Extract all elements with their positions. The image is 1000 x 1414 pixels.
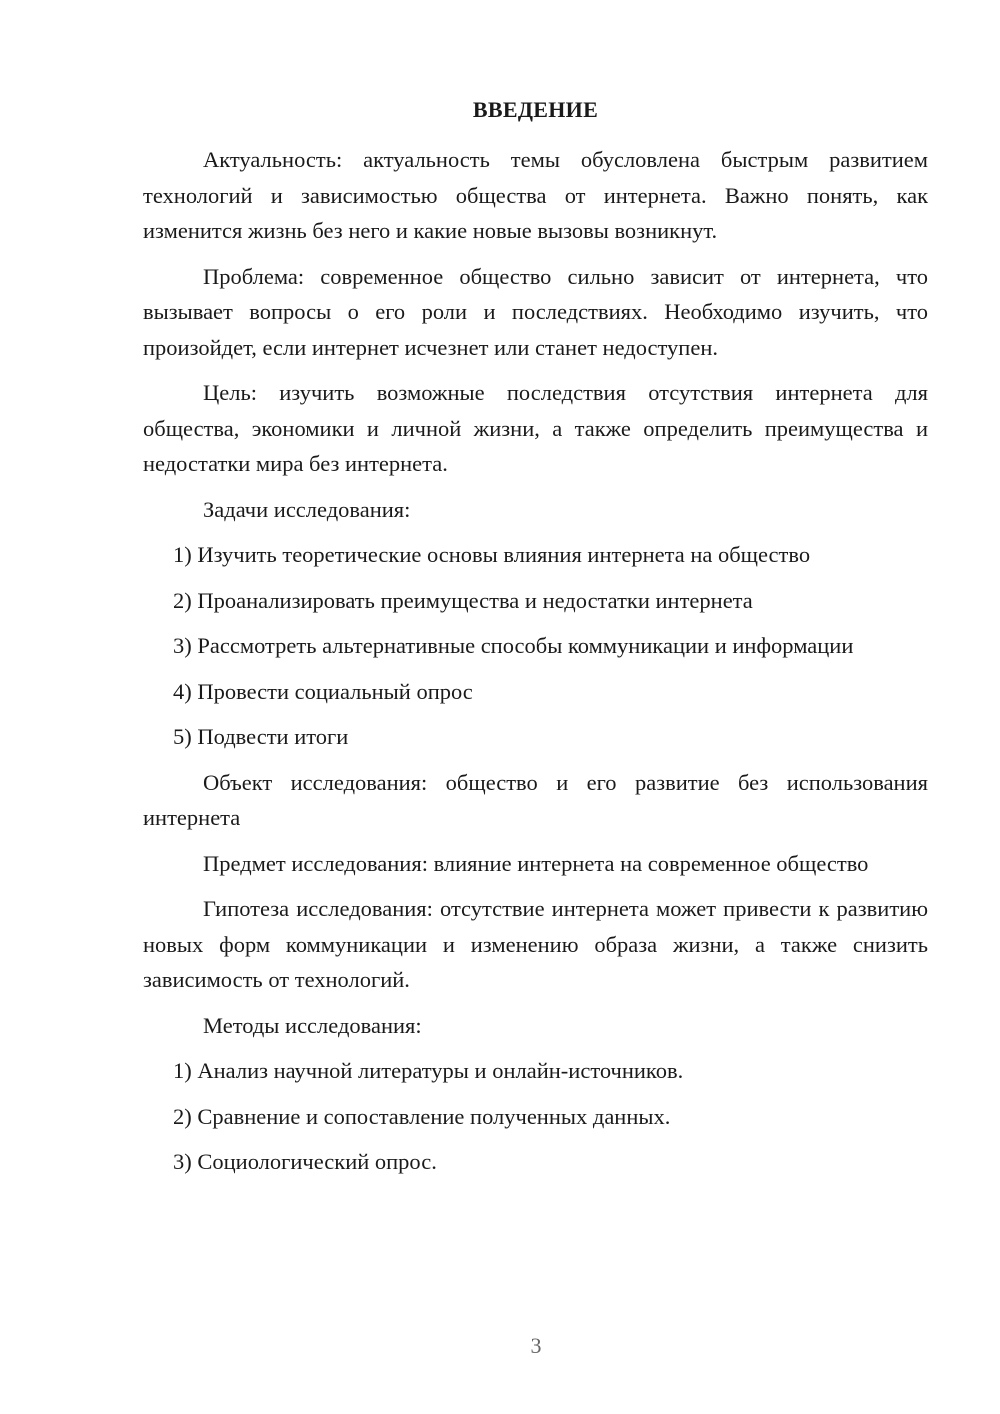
paragraph-relevance: Актуальность: актуальность темы обусловлена быстрым развитием технологий и зависимостью общества от интернета. Важно понять, как изменится жизнь без него и какие новые вызовы возникнут.	[143, 147, 928, 243]
method-item-3: 3) Социологический опрос.	[173, 1149, 437, 1174]
section-title: ВВЕДЕНИЕ	[472, 97, 599, 122]
paragraph-object: Объект исследования: общество и его развитие без использования интернета	[143, 769, 928, 830]
document-page	[143, 92, 928, 1190]
task-item-1: 1) Изучить теоретические основы влияния интернета на общество	[173, 542, 811, 567]
method-item-2: 2) Сравнение и сопоставление полученных данных.	[173, 1103, 671, 1129]
task-item-5: 5) Подвести итоги	[173, 724, 349, 749]
paragraph-hypothesis: Гипотеза исследования: отсутствие интернета может привести к развитию новых форм коммуникации и изменению образа жизни, а также снизить зависимость от технологий.	[143, 896, 928, 992]
method-item-1: 1) Анализ научной литературы и онлайн-источников.	[173, 1058, 684, 1083]
task-item-4: 4) Провести социальный опрос	[173, 678, 473, 704]
tasks-heading: Задачи исследования:	[203, 496, 411, 522]
paragraph-goal: Цель: изучить возможные последствия отсутствия интернета для общества, экономики и личной жизни, а также определить преимущества и недостатки мира без интернета.	[143, 380, 928, 476]
task-item-3: 3) Рассмотреть альтернативные способы коммуникации и информации	[173, 633, 854, 658]
page-number: 3	[530, 1333, 542, 1358]
paragraph-subject: Предмет исследования: влияние интернета на современное общество	[203, 850, 869, 876]
task-item-2: 2) Проанализировать преимущества и недостатки интернета	[173, 587, 753, 613]
methods-heading: Методы исследования:	[203, 1012, 422, 1038]
paragraph-problem: Проблема: современное общество сильно зависит от интернета, что вызывает вопросы о его роли и последствиях. Необходимо изучить, что произойдет, если интернет исчезнет или станет недоступен.	[143, 263, 928, 360]
